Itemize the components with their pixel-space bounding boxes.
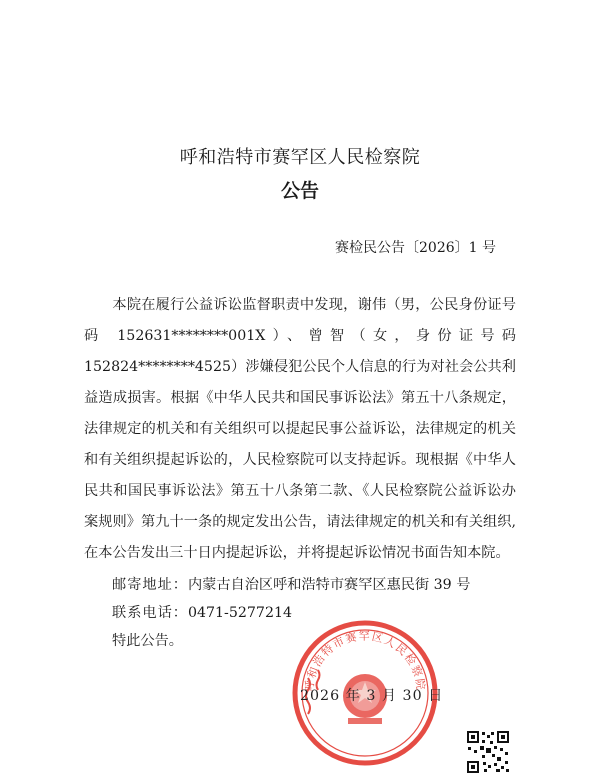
issuing-organization: 呼和浩特市赛罕区人民检察院 xyxy=(179,147,421,168)
announcement-body: 本院在履行公益诉讼监督职责中发现，谢伟（男，公民身份证号码 152631********001X）、曾智（女，身份证号码 152824********4525）涉嫌侵犯公民个人信息的行为对社会公共利益造成损害。根据《中华人民共和国民事诉讼法》第五十八条规定，法律规定的机关和有关组织可以提起民事公益诉讼，法律规定的机关和有关组织提起诉讼的，人民检察院可以支持起诉。现根据《中华人民共和国民事诉讼法》第五十八条第二款、《人民检察院公益诉讼办案规则》第九十一条的规定发出公告，请法律规定的机关和有关组织,在本公告发出三十日内提起诉讼，并将提起诉讼情况书面告知本院。 xyxy=(84,297,516,561)
mailing-address-value: 内蒙古自治区呼和浩特市赛罕区惠民街 39 号 xyxy=(187,577,471,593)
document-number: 赛检民公告〔2026〕1 号 xyxy=(335,240,496,256)
closing-remark: 特此公告。 xyxy=(112,633,183,649)
announcement-date: 2026 年 3 月 30 日 xyxy=(300,688,444,704)
qr-code-icon xyxy=(466,730,510,774)
mailing-address-label: 邮寄地址： xyxy=(112,577,188,593)
contact-phone xyxy=(112,602,292,622)
contact-phone-label: 联系电话： xyxy=(112,605,188,621)
mailing-address xyxy=(112,574,470,594)
document-title: 公告 xyxy=(280,180,319,202)
seal-text: 呼和浩特市赛罕区人民检察院 xyxy=(302,629,428,692)
contact-phone-value: 0471-5277214 xyxy=(187,605,293,621)
